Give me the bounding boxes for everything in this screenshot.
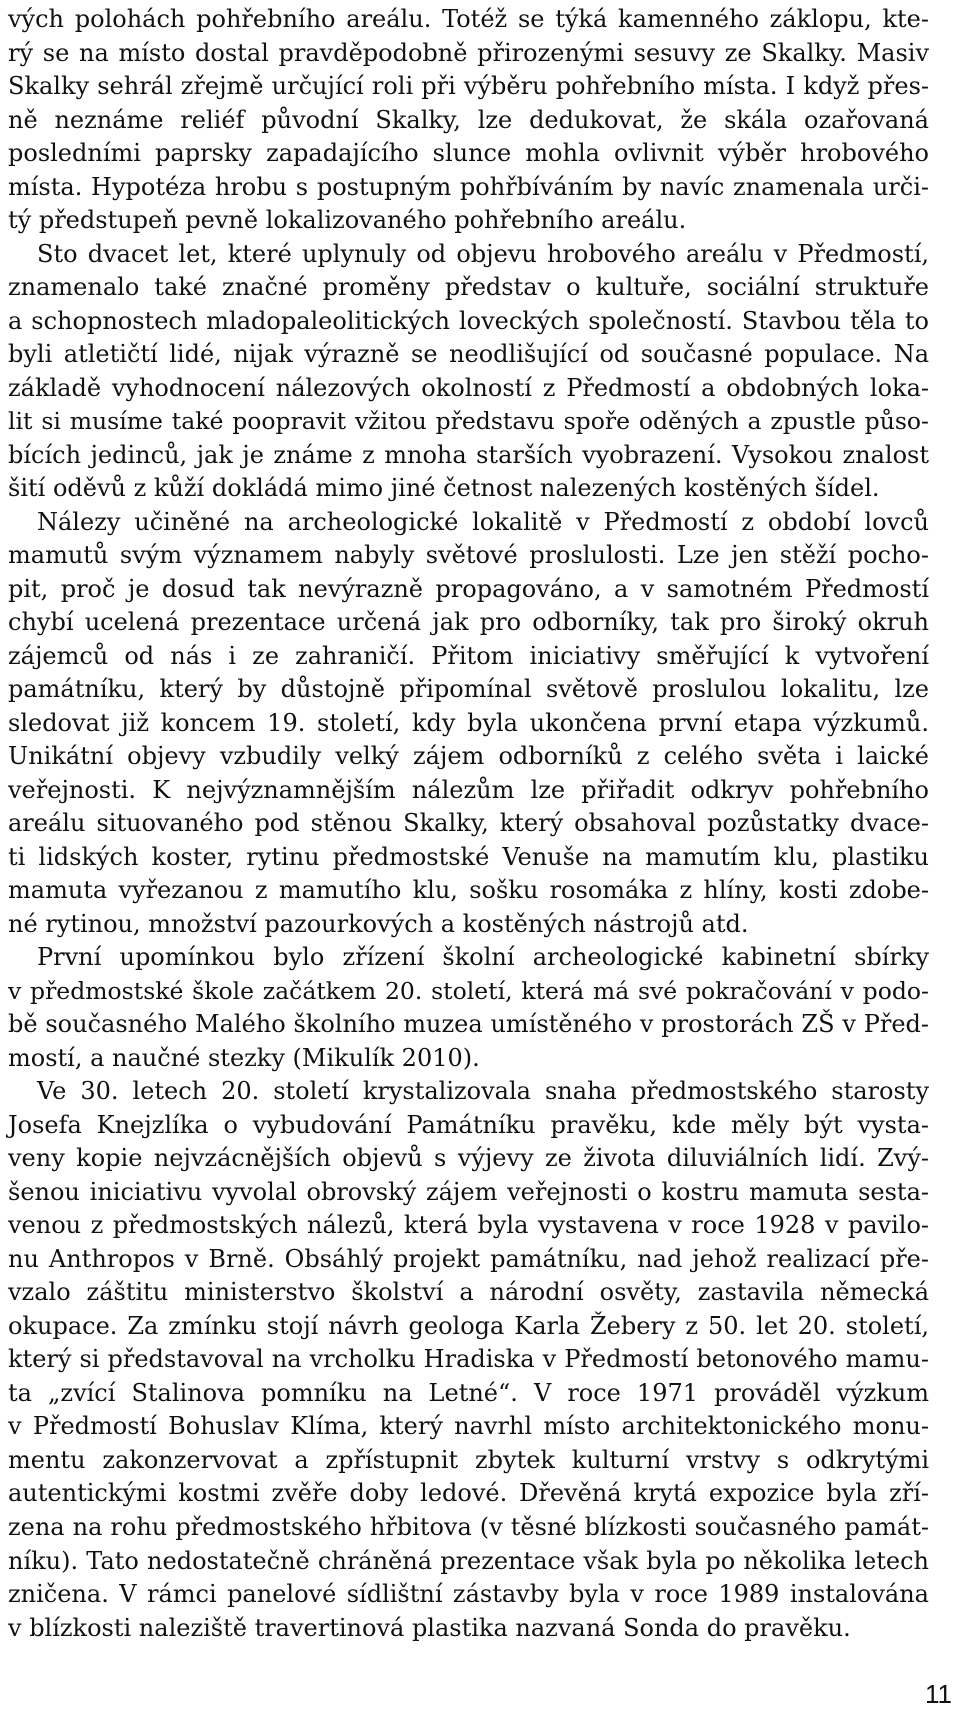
text-line: a schopnostech mladopaleolitických loveckých společností. Stavbou těla to xyxy=(8,306,929,335)
text-line: níku). Tato nedostatečně chráněná prezentace však byla po několika letech xyxy=(8,1546,929,1575)
text-line: tý předstupeň pevně lokalizovaného pohřebního areálu. xyxy=(8,206,687,235)
text-line: mostí, a naučné stezky (Mikulík 2010). xyxy=(8,1043,480,1072)
text-line: místa. Hypotéza hrobu s postupným pohřbíváním by navíc znamenala urči- xyxy=(8,172,929,201)
text-line: ně neznáme reliéf původní Skalky, lze dedukovat, že skála ozařovaná xyxy=(8,105,929,134)
text-line: posledními paprsky zapadajícího slunce mohla ovlivnit výběr hrobového xyxy=(8,139,929,167)
text-line: šenou iniciativu vyvolal obrovský zájem veřejnosti o kostru mamuta sesta- xyxy=(8,1177,929,1206)
text-line: areálu situovaného pod stěnou Skalky, který obsahoval pozůstatky dvace- xyxy=(8,809,929,838)
text-line: Sto dvacet let, které uplynuly od objevu hrobového areálu v Předmostí, xyxy=(37,239,929,268)
text-line: zena na rohu předmostského hřbitova (v těsné blízkosti současného památ- xyxy=(8,1513,929,1541)
text-line: okupace. Za zmínku stojí návrh geologa Karla Žebery z 50. let 20. století, xyxy=(8,1311,929,1340)
text-line: lit si musíme také poopravit vžitou představu spoře oděných a zpustle půso- xyxy=(8,407,929,436)
text-line: ti lidských koster, rytinu předmostské Venuše na mamutím klu, plastiku xyxy=(8,842,929,871)
text-line: veny kopie nejvzácnějších objevů s výjevy ze života diluviálních lidí. Zvý- xyxy=(8,1144,929,1173)
text-line: který si představoval na vrcholku Hradiska v Předmostí betonového mamu- xyxy=(8,1345,929,1374)
text-line: v předmostské škole začátkem 20. století, která má své pokračování v podo- xyxy=(8,976,929,1005)
text-line: zničena. V rámci panelové sídlištní zástavby byla v roce 1989 instalována xyxy=(8,1580,929,1608)
text-line: zájemců od nás i ze zahraničí. Přitom iniciativy směřující k vytvoření xyxy=(8,641,929,670)
text-line: znamenalo také značné proměny představ o kultuře, sociální struktuře xyxy=(8,273,929,302)
text-line: vých polohách pohřebního areálu. Totéž se týká kamenného záklopu, kte- xyxy=(8,5,929,33)
text-line: mamutů svým významem nabyly světové proslulosti. Lze jen stěží pocho- xyxy=(8,541,929,570)
text-line: vzalo záštitu ministerstvo školství a národní osvěty, zastavila německá xyxy=(8,1278,929,1307)
text-line: v Předmostí Bohuslav Klíma, který navrhl místo architektonického monu- xyxy=(8,1412,929,1441)
text-line: pit, proč je dosud tak nevýrazně propagováno, a v samotném Předmostí xyxy=(8,574,929,603)
text-line: základě vyhodnocení nálezových okolností z Předmostí a obdobných loka- xyxy=(8,373,929,402)
text-line: šití oděvů z kůží dokládá mimo jiné četnost nalezených kostěných šídel. xyxy=(8,474,880,503)
text-line: První upomínkou bylo zřízení školní archeologické kabinetní sbírky xyxy=(37,943,929,972)
page-number: 11 xyxy=(925,1679,952,1709)
text-line: mamuta vyřezanou z mamutího klu, sošku rosomáka z hlíny, kosti zdobe- xyxy=(8,876,929,905)
text-line: Unikátní objevy vzbudily velký zájem odborníků z celého světa i laické xyxy=(8,742,929,771)
text-line: veřejnosti. K nejvýznamnějším nálezům lze přiřadit odkryv pohřebního xyxy=(8,775,929,804)
text-line: Josefa Knejzlíka o vybudování Památníku pravěku, kde měly být vysta- xyxy=(8,1110,929,1139)
text-line: né rytinou, množství pazourkových a kostěných nástrojů atd. xyxy=(8,909,749,938)
text-line: venou z předmostských nálezů, která byla vystavena v roce 1928 v pavilo- xyxy=(8,1211,929,1240)
text-line: mentu zakonzervovat a zpřístupnit zbytek kulturní vrstvy s odkrytými xyxy=(8,1445,929,1474)
text-line: Skalky sehrál zřejmě určující roli při výběru pohřebního místa. I když přes- xyxy=(8,72,929,100)
text-line: v blízkosti naleziště travertinová plastika nazvaná Sonda do pravěku. xyxy=(8,1613,851,1642)
text-line: nu Anthropos v Brně. Obsáhlý projekt památníku, nad jehož realizací pře- xyxy=(8,1244,929,1273)
text-line: autentickými kostmi zvěře doby ledové. Dřevěná krytá expozice byla zří- xyxy=(8,1479,929,1508)
text-line: byli atletičtí lidé, nijak výrazně se neodlišující od současné populace. Na xyxy=(8,340,929,369)
text-line: Ve 30. letech 20. století krystalizovala snaha předmostského starosty xyxy=(37,1077,929,1106)
text-line: chybí ucelená prezentace určená jak pro odborníky, tak pro široký okruh xyxy=(8,608,929,637)
text-line: rý se na místo dostal pravděpodobně přirozenými sesuvy ze Skalky. Masiv xyxy=(8,38,929,67)
text-line: ta „zvící Stalinova pomníku na Letné“. V roce 1971 prováděl výzkum xyxy=(8,1378,929,1407)
text-line: Nálezy učiněné na archeologické lokalitě v Předmostí z období lovců xyxy=(37,507,929,536)
text-line: bících jedinců, jak je známe z mnoha starších vyobrazení. Vysokou znalost xyxy=(8,440,929,469)
text-line: sledovat již koncem 19. století, kdy byla ukončena první etapa výzkumů. xyxy=(8,708,929,737)
text-line: památníku, který by důstojně připomínal světově proslulou lokalitu, lze xyxy=(8,675,929,704)
text-line: bě současného Malého školního muzea umístěného v prostorách ZŠ v Před- xyxy=(8,1010,929,1039)
